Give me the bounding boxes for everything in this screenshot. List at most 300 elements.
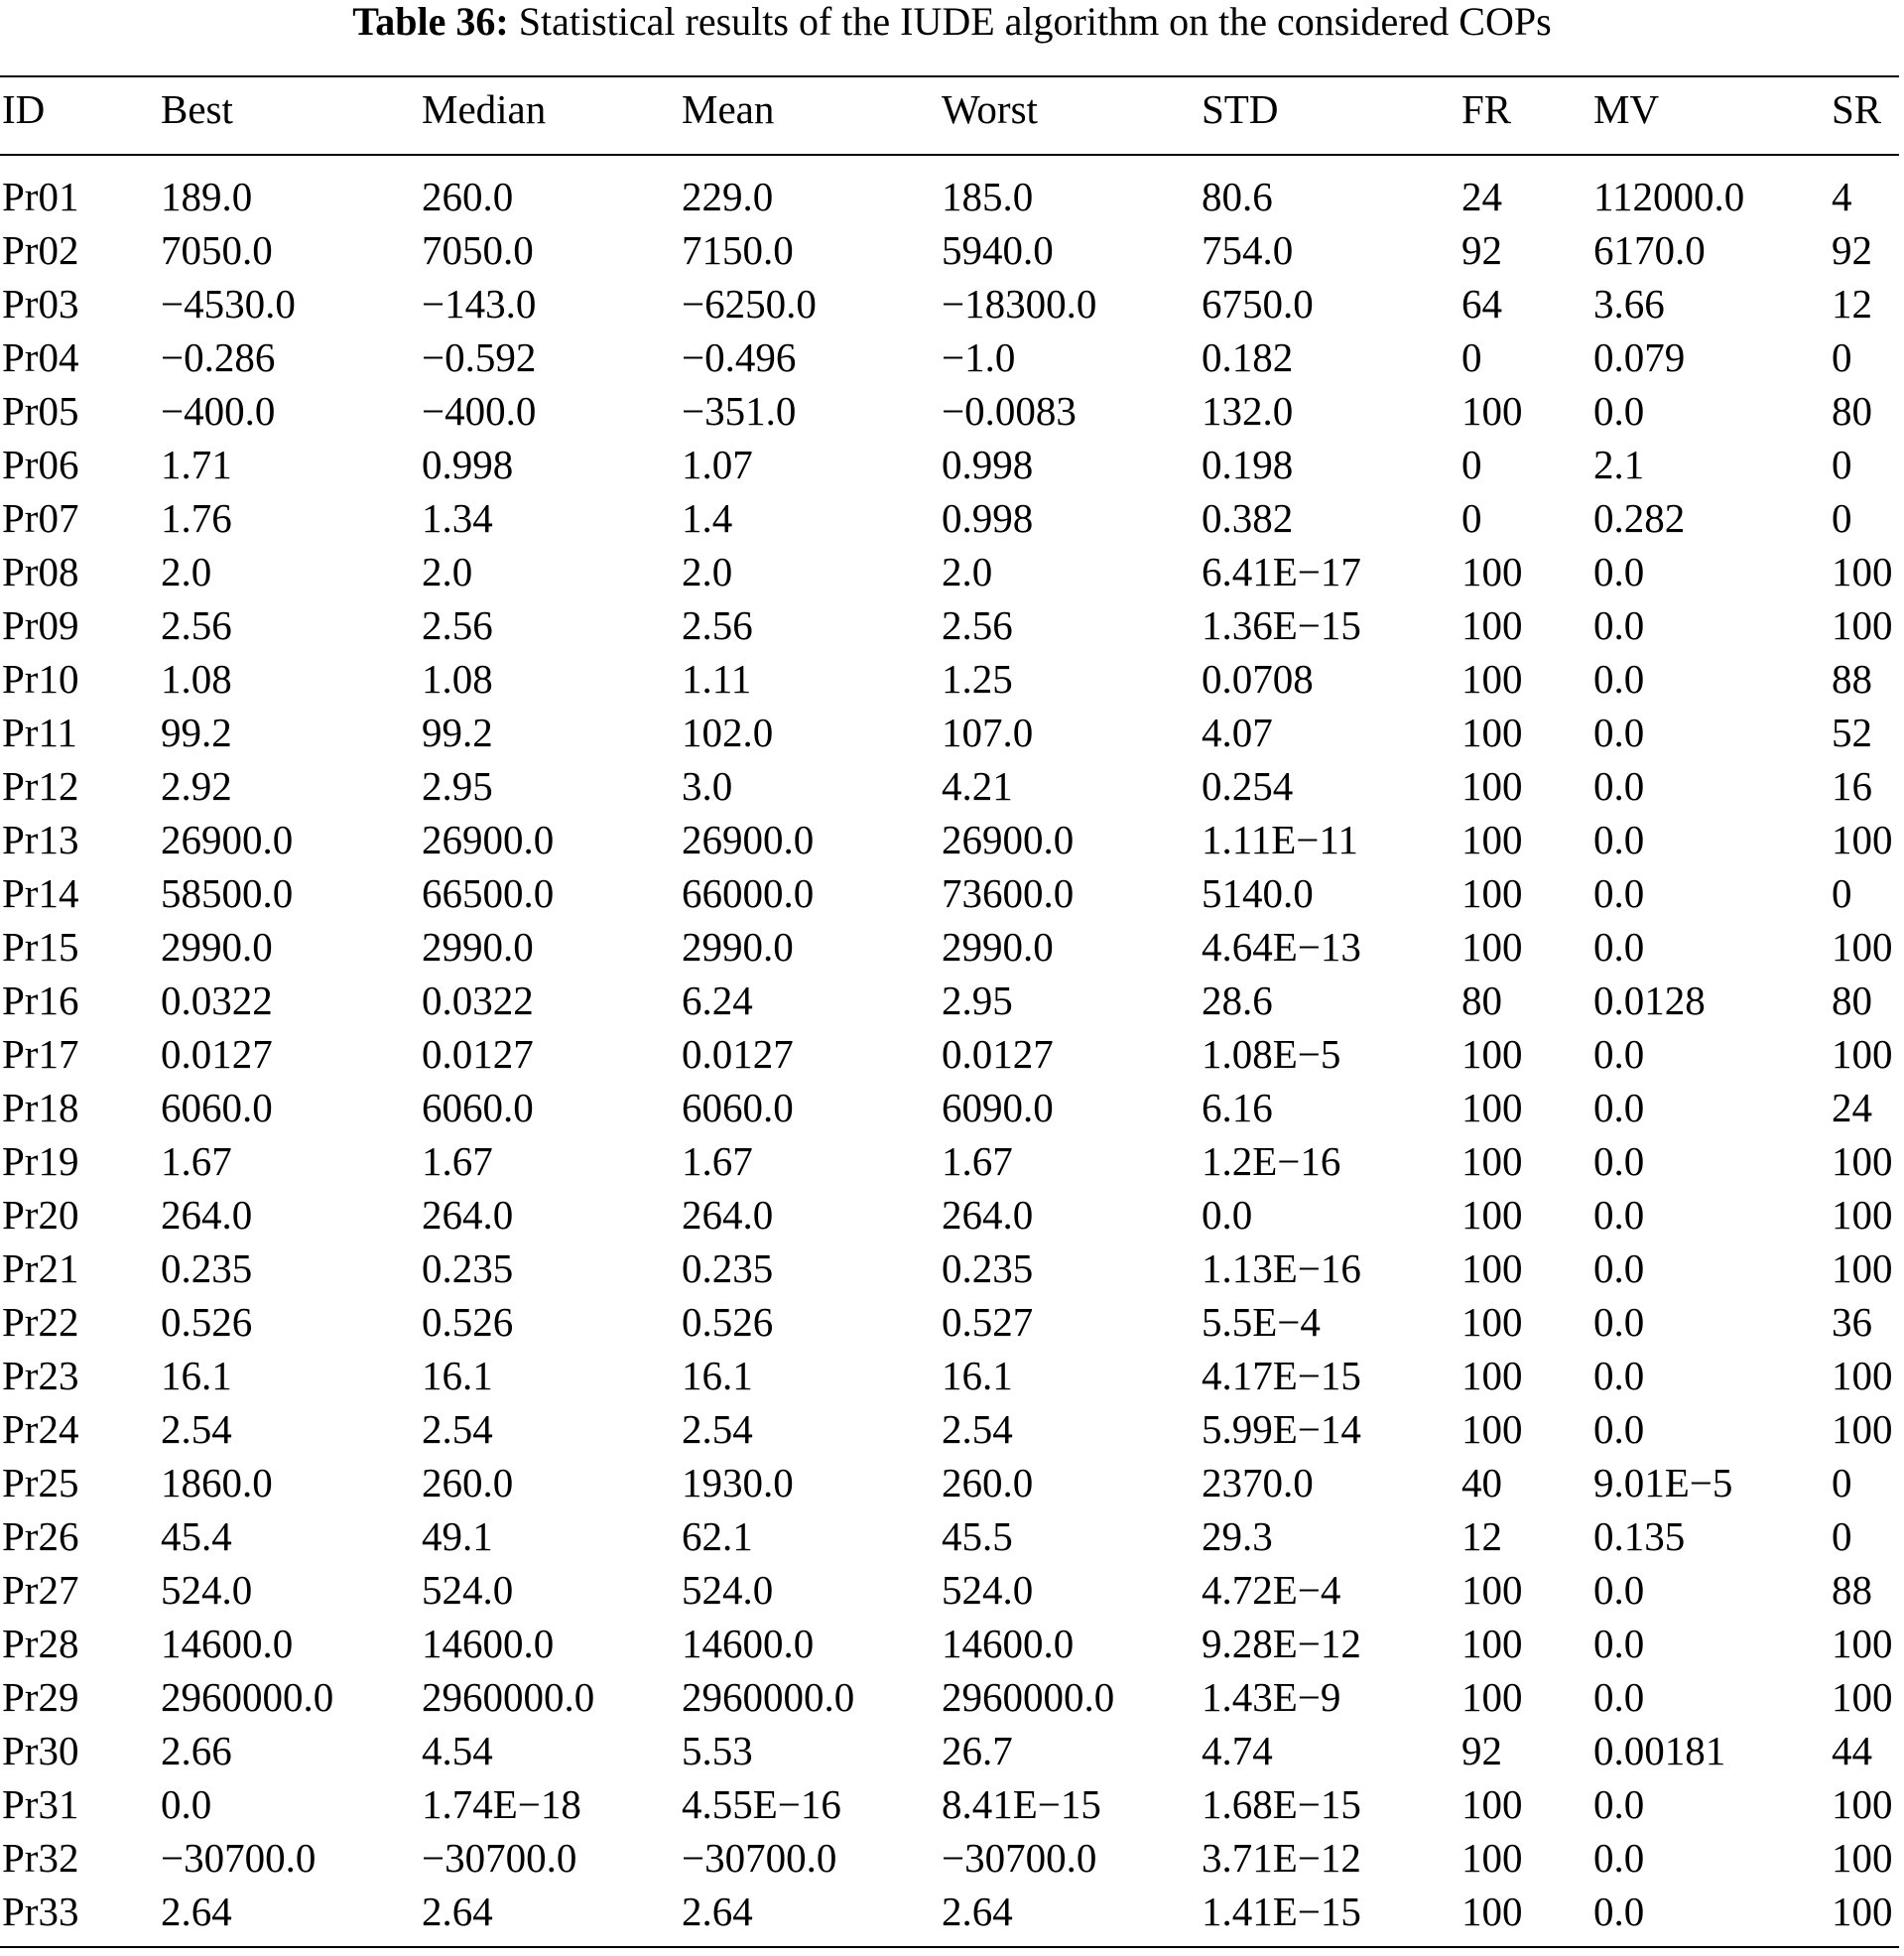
- cell-median: −143.0: [422, 281, 537, 326]
- cell-median: 0.998: [422, 442, 514, 487]
- cell-mean: 0.235: [682, 1245, 774, 1291]
- cell-mean: 1.67: [682, 1138, 753, 1184]
- cell-mv: 0.0128: [1593, 978, 1706, 1023]
- cell-mv: 0.282: [1593, 495, 1686, 541]
- cell-std: 6.41E−17: [1202, 549, 1361, 594]
- cell-sr: 88: [1832, 1567, 1872, 1613]
- cell-mean: 66000.0: [682, 870, 815, 916]
- table-row: [0, 1188, 1899, 1241]
- cell-sr: 100: [1832, 1674, 1893, 1720]
- header-fr: FR: [1461, 86, 1512, 132]
- cell-std: 6.16: [1202, 1085, 1273, 1130]
- cell-mean: 16.1: [682, 1353, 753, 1398]
- cell-std: 5.99E−14: [1202, 1406, 1361, 1452]
- cell-worst: 26.7: [942, 1728, 1013, 1773]
- cell-id: Pr21: [2, 1245, 79, 1291]
- cell-worst: 0.235: [942, 1245, 1034, 1291]
- cell-mv: 0.0: [1593, 1138, 1645, 1184]
- cell-fr: 100: [1461, 549, 1523, 594]
- cell-mean: 3.0: [682, 763, 733, 809]
- cell-mv: 0.00181: [1593, 1728, 1726, 1773]
- cell-worst: 1.67: [942, 1138, 1013, 1184]
- cell-sr: 16: [1832, 763, 1872, 809]
- cell-worst: 2.54: [942, 1406, 1013, 1452]
- header-worst: Worst: [942, 86, 1038, 132]
- table-row: [0, 1724, 1899, 1777]
- cell-std: 754.0: [1202, 227, 1294, 273]
- cell-sr: 100: [1832, 1781, 1893, 1827]
- cell-best: 14600.0: [161, 1621, 294, 1666]
- cell-worst: 6090.0: [942, 1085, 1054, 1130]
- table-row: [0, 813, 1899, 866]
- cell-std: 4.64E−13: [1202, 924, 1361, 970]
- table-row: [0, 1670, 1899, 1724]
- cell-best: 2.0: [161, 549, 212, 594]
- cell-mean: 229.0: [682, 174, 774, 219]
- cell-fr: 64: [1461, 281, 1502, 326]
- cell-best: 26900.0: [161, 817, 294, 862]
- cell-sr: 100: [1832, 1835, 1893, 1881]
- cell-median: 1.34: [422, 495, 493, 541]
- table-row: [0, 491, 1899, 545]
- cell-fr: 100: [1461, 1192, 1523, 1238]
- cell-fr: 80: [1461, 978, 1502, 1023]
- table-row: [0, 1402, 1899, 1456]
- cell-id: Pr30: [2, 1728, 79, 1773]
- cell-id: Pr26: [2, 1513, 79, 1559]
- cell-std: 28.6: [1202, 978, 1273, 1023]
- cell-id: Pr32: [2, 1835, 79, 1881]
- header-mean: Mean: [682, 86, 775, 132]
- cell-id: Pr19: [2, 1138, 79, 1184]
- table-row: [0, 706, 1899, 759]
- cell-mean: 26900.0: [682, 817, 815, 862]
- cell-std: 1.13E−16: [1202, 1245, 1361, 1291]
- table-row: [0, 1349, 1899, 1402]
- header-mv: MV: [1593, 86, 1660, 132]
- table-row: [0, 438, 1899, 491]
- cell-mean: 6060.0: [682, 1085, 794, 1130]
- cell-best: 0.235: [161, 1245, 253, 1291]
- cell-worst: 260.0: [942, 1460, 1034, 1505]
- cell-mv: 0.0: [1593, 710, 1645, 755]
- cell-best: −30700.0: [161, 1835, 317, 1881]
- cell-fr: 100: [1461, 388, 1523, 434]
- cell-median: 0.0322: [422, 978, 534, 1023]
- cell-mv: 112000.0: [1593, 174, 1745, 219]
- cell-sr: 100: [1832, 1138, 1893, 1184]
- cell-mv: 2.1: [1593, 442, 1645, 487]
- cell-best: 1.67: [161, 1138, 232, 1184]
- cell-id: Pr20: [2, 1192, 79, 1238]
- cell-median: 1.74E−18: [422, 1781, 581, 1827]
- cell-best: 2960000.0: [161, 1674, 334, 1720]
- cell-id: Pr12: [2, 763, 79, 809]
- table-header: [0, 79, 1899, 139]
- cell-mv: 0.0: [1593, 1192, 1645, 1238]
- table-row: [0, 277, 1899, 330]
- cell-sr: 0: [1832, 1513, 1852, 1559]
- cell-best: 99.2: [161, 710, 232, 755]
- cell-mean: 1.4: [682, 495, 733, 541]
- cell-std: 0.0708: [1202, 656, 1314, 702]
- cell-sr: 0: [1832, 870, 1852, 916]
- cell-mean: 62.1: [682, 1513, 753, 1559]
- cell-median: 4.54: [422, 1728, 493, 1773]
- cell-worst: 2.64: [942, 1889, 1013, 1934]
- cell-worst: 185.0: [942, 174, 1034, 219]
- cell-std: 80.6: [1202, 174, 1273, 219]
- cell-sr: 0: [1832, 495, 1852, 541]
- cell-mean: −351.0: [682, 388, 797, 434]
- cell-id: Pr31: [2, 1781, 79, 1827]
- cell-sr: 80: [1832, 388, 1872, 434]
- results-table: [0, 170, 1899, 1938]
- cell-id: Pr11: [2, 710, 77, 755]
- cell-id: Pr17: [2, 1031, 79, 1077]
- table-row: [0, 223, 1899, 277]
- cell-mv: 0.0: [1593, 1085, 1645, 1130]
- cell-median: 16.1: [422, 1353, 493, 1398]
- cell-sr: 36: [1832, 1299, 1872, 1345]
- table-row: [0, 1456, 1899, 1509]
- cell-fr: 92: [1461, 227, 1502, 273]
- table-row: [0, 1295, 1899, 1349]
- cell-id: Pr25: [2, 1460, 79, 1505]
- bottom-rule: [0, 1946, 1899, 1948]
- cell-fr: 0: [1461, 495, 1482, 541]
- cell-fr: 100: [1461, 870, 1523, 916]
- cell-median: 0.0127: [422, 1031, 534, 1077]
- cell-std: 3.71E−12: [1202, 1835, 1361, 1881]
- cell-fr: 100: [1461, 1889, 1523, 1934]
- cell-std: 4.17E−15: [1202, 1353, 1361, 1398]
- cell-id: Pr04: [2, 334, 79, 380]
- cell-mean: 1.11: [682, 656, 752, 702]
- table-row: [0, 974, 1899, 1027]
- cell-id: Pr16: [2, 978, 79, 1023]
- cell-best: 0.0: [161, 1781, 212, 1827]
- cell-mv: 0.0: [1593, 1674, 1645, 1720]
- table-row: [0, 1885, 1899, 1938]
- cell-mv: 0.135: [1593, 1513, 1686, 1559]
- cell-id: Pr23: [2, 1353, 79, 1398]
- cell-id: Pr03: [2, 281, 79, 326]
- cell-sr: 88: [1832, 656, 1872, 702]
- cell-worst: 2.0: [942, 549, 993, 594]
- cell-worst: 16.1: [942, 1353, 1013, 1398]
- cell-best: 2990.0: [161, 924, 273, 970]
- table-row: [0, 1563, 1899, 1617]
- cell-worst: 0.998: [942, 495, 1034, 541]
- cell-mv: 0.0: [1593, 1835, 1645, 1881]
- cell-std: 1.68E−15: [1202, 1781, 1361, 1827]
- cell-fr: 100: [1461, 602, 1523, 648]
- cell-sr: 0: [1832, 442, 1852, 487]
- cell-fr: 0: [1461, 442, 1482, 487]
- caption-text: Statistical results of the IUDE algorithm on the considered COPs: [508, 0, 1552, 44]
- cell-best: 2.54: [161, 1406, 232, 1452]
- cell-best: 2.92: [161, 763, 232, 809]
- cell-std: 9.28E−12: [1202, 1621, 1361, 1666]
- cell-median: 1.08: [422, 656, 493, 702]
- top-rule: [0, 75, 1899, 77]
- cell-id: Pr22: [2, 1299, 79, 1345]
- cell-median: 7050.0: [422, 227, 534, 273]
- cell-std: 0.198: [1202, 442, 1294, 487]
- cell-mv: 0.0: [1593, 1889, 1645, 1934]
- cell-mean: 1930.0: [682, 1460, 794, 1505]
- cell-mean: 0.526: [682, 1299, 774, 1345]
- cell-std: 1.43E−9: [1202, 1674, 1341, 1720]
- cell-median: 1.67: [422, 1138, 493, 1184]
- cell-id: Pr08: [2, 549, 79, 594]
- cell-best: −0.286: [161, 334, 276, 380]
- cell-id: Pr09: [2, 602, 79, 648]
- cell-std: 6750.0: [1202, 281, 1314, 326]
- header-best: Best: [161, 86, 233, 132]
- cell-median: 2990.0: [422, 924, 534, 970]
- cell-fr: 100: [1461, 1138, 1523, 1184]
- cell-worst: −0.0083: [942, 388, 1077, 434]
- cell-fr: 100: [1461, 1245, 1523, 1291]
- cell-id: Pr05: [2, 388, 79, 434]
- cell-best: 524.0: [161, 1567, 253, 1613]
- cell-sr: 100: [1832, 1353, 1893, 1398]
- table-row: [0, 1509, 1899, 1563]
- cell-best: 0.526: [161, 1299, 253, 1345]
- cell-sr: 100: [1832, 1245, 1893, 1291]
- cell-worst: 0.998: [942, 442, 1034, 487]
- cell-fr: 100: [1461, 817, 1523, 862]
- cell-mv: 0.0: [1593, 656, 1645, 702]
- cell-worst: 2.95: [942, 978, 1013, 1023]
- cell-std: 5.5E−4: [1202, 1299, 1321, 1345]
- cell-fr: 40: [1461, 1460, 1502, 1505]
- cell-mean: 2.0: [682, 549, 733, 594]
- cell-std: 0.382: [1202, 495, 1294, 541]
- cell-id: Pr13: [2, 817, 79, 862]
- cell-fr: 92: [1461, 1728, 1502, 1773]
- cell-fr: 0: [1461, 334, 1482, 380]
- cell-std: 4.74: [1202, 1728, 1273, 1773]
- header-id: ID: [2, 86, 46, 132]
- header-sr: SR: [1832, 86, 1882, 132]
- table-row: [0, 1831, 1899, 1885]
- header-median: Median: [422, 86, 547, 132]
- cell-id: Pr07: [2, 495, 79, 541]
- cell-sr: 12: [1832, 281, 1872, 326]
- cell-best: 1.71: [161, 442, 232, 487]
- cell-id: Pr29: [2, 1674, 79, 1720]
- cell-worst: 0.0127: [942, 1031, 1054, 1077]
- cell-median: 0.235: [422, 1245, 514, 1291]
- cell-mv: 0.0: [1593, 924, 1645, 970]
- cell-worst: −1.0: [942, 334, 1016, 380]
- cell-mean: 5.53: [682, 1728, 753, 1773]
- cell-std: 0.0: [1202, 1192, 1253, 1238]
- cell-mv: 6170.0: [1593, 227, 1706, 273]
- table-row: [0, 170, 1899, 223]
- cell-mean: 2.64: [682, 1889, 753, 1934]
- cell-best: 2.56: [161, 602, 232, 648]
- cell-median: 2.64: [422, 1889, 493, 1934]
- cell-sr: 92: [1832, 227, 1872, 273]
- cell-fr: 100: [1461, 1085, 1523, 1130]
- cell-fr: 100: [1461, 710, 1523, 755]
- cell-median: 264.0: [422, 1192, 514, 1238]
- cell-sr: 100: [1832, 1192, 1893, 1238]
- cell-id: Pr18: [2, 1085, 79, 1130]
- cell-mean: 2990.0: [682, 924, 794, 970]
- cell-mv: 0.0: [1593, 1353, 1645, 1398]
- header-row: [0, 79, 1899, 139]
- cell-fr: 100: [1461, 1835, 1523, 1881]
- cell-median: 0.526: [422, 1299, 514, 1345]
- cell-best: 189.0: [161, 174, 253, 219]
- table-row: [0, 384, 1899, 438]
- table-row: [0, 759, 1899, 813]
- cell-mean: 4.55E−16: [682, 1781, 841, 1827]
- cell-std: 132.0: [1202, 388, 1294, 434]
- cell-mv: 0.0: [1593, 1031, 1645, 1077]
- cell-sr: 100: [1832, 549, 1893, 594]
- cell-best: 0.0322: [161, 978, 273, 1023]
- header-std: STD: [1202, 86, 1279, 132]
- cell-id: Pr01: [2, 174, 79, 219]
- cell-mean: 6.24: [682, 978, 753, 1023]
- cell-mean: 264.0: [682, 1192, 774, 1238]
- cell-sr: 100: [1832, 1889, 1893, 1934]
- cell-best: 2.66: [161, 1728, 232, 1773]
- cell-mean: 14600.0: [682, 1621, 815, 1666]
- cell-sr: 44: [1832, 1728, 1872, 1773]
- cell-median: 99.2: [422, 710, 493, 755]
- cell-median: 66500.0: [422, 870, 555, 916]
- cell-best: 6060.0: [161, 1085, 273, 1130]
- cell-median: 2.56: [422, 602, 493, 648]
- cell-fr: 100: [1461, 1781, 1523, 1827]
- cell-fr: 100: [1461, 1674, 1523, 1720]
- cell-sr: 100: [1832, 924, 1893, 970]
- cell-median: −0.592: [422, 334, 537, 380]
- cell-std: 2370.0: [1202, 1460, 1314, 1505]
- cell-id: Pr27: [2, 1567, 79, 1613]
- cell-fr: 24: [1461, 174, 1502, 219]
- cell-fr: 100: [1461, 1299, 1523, 1345]
- cell-sr: 0: [1832, 1460, 1852, 1505]
- cell-mv: 0.0: [1593, 1299, 1645, 1345]
- cell-mean: 2.54: [682, 1406, 753, 1452]
- cell-worst: 1.25: [942, 656, 1013, 702]
- cell-std: 1.08E−5: [1202, 1031, 1341, 1077]
- cell-sr: 100: [1832, 1406, 1893, 1452]
- cell-median: −400.0: [422, 388, 537, 434]
- cell-fr: 100: [1461, 1031, 1523, 1077]
- cell-best: 0.0127: [161, 1031, 273, 1077]
- table-row: [0, 920, 1899, 974]
- cell-worst: 0.527: [942, 1299, 1034, 1345]
- cell-fr: 100: [1461, 1353, 1523, 1398]
- cell-best: 7050.0: [161, 227, 273, 273]
- cell-id: Pr33: [2, 1889, 79, 1934]
- cell-fr: 100: [1461, 1621, 1523, 1666]
- cell-sr: 0: [1832, 334, 1852, 380]
- cell-mv: 0.0: [1593, 817, 1645, 862]
- cell-std: 1.36E−15: [1202, 602, 1361, 648]
- cell-std: 0.254: [1202, 763, 1294, 809]
- cell-best: 1.76: [161, 495, 232, 541]
- cell-sr: 24: [1832, 1085, 1872, 1130]
- cell-worst: 73600.0: [942, 870, 1075, 916]
- caption-label: Table 36:: [352, 0, 509, 44]
- cell-median: 2960000.0: [422, 1674, 595, 1720]
- cell-median: 260.0: [422, 174, 514, 219]
- cell-best: 58500.0: [161, 870, 294, 916]
- cell-mean: 524.0: [682, 1567, 774, 1613]
- cell-mean: 7150.0: [682, 227, 794, 273]
- cell-id: Pr06: [2, 442, 79, 487]
- cell-worst: 26900.0: [942, 817, 1075, 862]
- cell-median: 260.0: [422, 1460, 514, 1505]
- cell-best: 1860.0: [161, 1460, 273, 1505]
- cell-best: 1.08: [161, 656, 232, 702]
- cell-id: Pr15: [2, 924, 79, 970]
- cell-median: 2.95: [422, 763, 493, 809]
- cell-worst: 2.56: [942, 602, 1013, 648]
- cell-best: −4530.0: [161, 281, 296, 326]
- cell-id: Pr10: [2, 656, 79, 702]
- table-row: [0, 1777, 1899, 1831]
- cell-mv: 0.0: [1593, 870, 1645, 916]
- cell-mean: −30700.0: [682, 1835, 837, 1881]
- table-body: [0, 170, 1899, 1938]
- cell-std: 1.41E−15: [1202, 1889, 1361, 1934]
- cell-median: 524.0: [422, 1567, 514, 1613]
- cell-mean: −0.496: [682, 334, 797, 380]
- cell-mv: 0.0: [1593, 763, 1645, 809]
- cell-std: 0.182: [1202, 334, 1294, 380]
- table-row: [0, 652, 1899, 706]
- cell-mv: 0.0: [1593, 1245, 1645, 1291]
- cell-mv: 0.0: [1593, 388, 1645, 434]
- cell-worst: 2990.0: [942, 924, 1054, 970]
- cell-fr: 100: [1461, 656, 1523, 702]
- cell-fr: 100: [1461, 1567, 1523, 1613]
- cell-mv: 0.0: [1593, 1406, 1645, 1452]
- cell-mv: 0.0: [1593, 1621, 1645, 1666]
- cell-sr: 4: [1832, 174, 1852, 219]
- cell-mv: 0.0: [1593, 1567, 1645, 1613]
- table-caption: [0, 0, 1904, 48]
- cell-sr: 100: [1832, 1621, 1893, 1666]
- cell-worst: 2960000.0: [942, 1674, 1115, 1720]
- table-row: [0, 545, 1899, 598]
- cell-std: 1.11E−11: [1202, 817, 1358, 862]
- cell-fr: 100: [1461, 1406, 1523, 1452]
- table-row: [0, 330, 1899, 384]
- table-row: [0, 866, 1899, 920]
- table-row: [0, 1027, 1899, 1081]
- cell-mv: 0.079: [1593, 334, 1686, 380]
- cell-median: 49.1: [422, 1513, 493, 1559]
- cell-worst: −18300.0: [942, 281, 1097, 326]
- cell-mv: 0.0: [1593, 549, 1645, 594]
- cell-median: 6060.0: [422, 1085, 534, 1130]
- cell-fr: 12: [1461, 1513, 1502, 1559]
- cell-id: Pr28: [2, 1621, 79, 1666]
- table-row: [0, 598, 1899, 652]
